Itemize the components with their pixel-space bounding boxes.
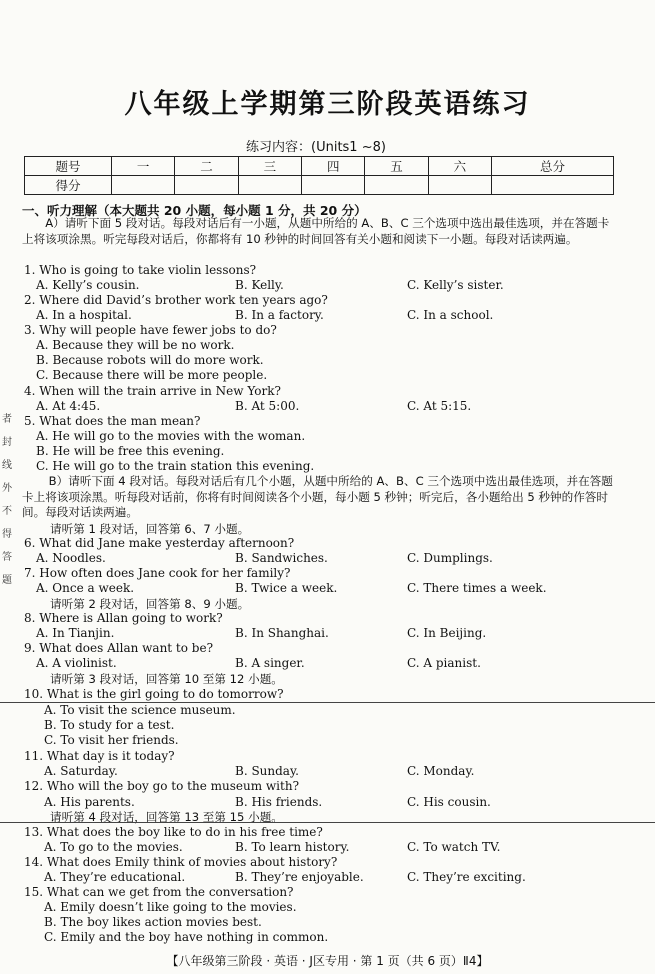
question: 7. How often does Jane cook for her family? <box>24 566 291 580</box>
binding-margin-char: 者 <box>2 414 12 425</box>
dialogue-note: 请听第 3 段对话，回答第 10 至第 12 小题。 <box>50 672 283 686</box>
score-cell: 五 <box>365 157 428 176</box>
binding-margin-char: 答 <box>2 552 12 563</box>
score-blank <box>428 176 491 195</box>
option: A. A violinist. <box>36 656 117 670</box>
option: A. Because they will be no work. <box>36 338 235 352</box>
score-cell: 二 <box>175 157 238 176</box>
option: B. Twice a week. <box>235 581 338 595</box>
question: 10. What is the girl going to do tomorrow? <box>24 687 284 701</box>
option: C. A pianist. <box>407 656 481 670</box>
score-cell: 总分 <box>492 157 614 176</box>
score-cell: 四 <box>302 157 365 176</box>
option: B. To study for a test. <box>44 718 175 732</box>
binding-margin-char: 得 <box>2 529 12 540</box>
score-blank <box>302 176 365 195</box>
option: C. Dumplings. <box>407 551 493 565</box>
option: B. In a factory. <box>235 308 324 322</box>
option: C. At 5:15. <box>407 399 472 413</box>
score-blank <box>175 176 238 195</box>
option: A. Noodles. <box>36 551 106 565</box>
question: 15. What can we get from the conversation? <box>24 885 294 899</box>
binding-margin-char: 线 <box>2 460 12 471</box>
question: 6. What did Jane make yesterday afternoon? <box>24 536 295 550</box>
option: C. His cousin. <box>407 795 491 809</box>
binding-margin-char: 题 <box>2 575 12 586</box>
option: A. His parents. <box>44 795 135 809</box>
score-blank <box>492 176 614 195</box>
score-table-score-row <box>25 176 614 195</box>
question: 9. What does Allan want to be? <box>24 641 214 655</box>
score-cell: 题号 <box>25 157 112 176</box>
option: A. They’re educational. <box>44 870 186 884</box>
question: 3. Why will people have fewer jobs to do? <box>24 323 277 337</box>
option: C. Because there will be more people. <box>36 368 268 382</box>
option: A. To visit the science museum. <box>44 703 236 717</box>
option: B. To learn history. <box>235 840 350 854</box>
binding-margin-char: 不 <box>2 506 12 517</box>
option: A. He will go to the movies with the woman. <box>36 429 306 443</box>
dialogue-note: 请听第 1 段对话，回答第 6、7 小题。 <box>50 522 250 536</box>
option: B. A singer. <box>235 656 305 670</box>
option: B. Sunday. <box>235 764 299 778</box>
option: A. Emily doesn’t like going to the movies. <box>44 900 297 914</box>
option: B. In Shanghai. <box>235 626 329 640</box>
score-cell: 六 <box>428 157 491 176</box>
option: C. He will go to the train station this evening. <box>36 459 315 473</box>
dialogue-note: 请听第 2 段对话，回答第 8、9 小题。 <box>50 597 250 611</box>
option: C. Emily and the boy have nothing in common. <box>44 930 329 944</box>
question: 5. What does the man mean? <box>24 414 201 428</box>
question: 1. Who is going to take violin lessons? <box>24 263 257 277</box>
option: A. Once a week. <box>36 581 135 595</box>
option: C. They’re exciting. <box>407 870 526 884</box>
option: A. In a hospital. <box>36 308 132 322</box>
option: C. To watch TV. <box>407 840 501 854</box>
dialogue-note: 请听第 4 段对话，回答第 13 至第 15 小题。 <box>50 810 283 824</box>
question: 8. Where is Allan going to work? <box>24 611 223 625</box>
option: A. In Tianjin. <box>36 626 115 640</box>
option: C. Monday. <box>407 764 475 778</box>
option: C. In a school. <box>407 308 494 322</box>
fold-line <box>0 822 655 823</box>
option: B. Because robots will do more work. <box>36 353 264 367</box>
score-table <box>24 156 614 195</box>
option: B. Kelly. <box>235 278 284 292</box>
option: B. Sandwiches. <box>235 551 328 565</box>
question: 11. What day is it today? <box>24 749 175 763</box>
option: B. His friends. <box>235 795 323 809</box>
score-blank <box>238 176 301 195</box>
score-cell: 得分 <box>25 176 112 195</box>
option: A. Kelly’s cousin. <box>36 278 140 292</box>
score-cell: 三 <box>238 157 301 176</box>
option: B. They’re enjoyable. <box>235 870 364 884</box>
score-cell: 一 <box>112 157 175 176</box>
option: B. He will be free this evening. <box>36 444 225 458</box>
binding-margin-char: 外 <box>2 483 12 494</box>
option: C. In Beijing. <box>407 626 487 640</box>
question: 14. What does Emily think of movies about history? <box>24 855 338 869</box>
score-blank <box>365 176 428 195</box>
binding-margin-char: 封 <box>2 437 12 448</box>
question: 12. Who will the boy go to the museum with? <box>24 779 299 793</box>
section-heading: 一、听力理解（本大题共 20 小题，每小题 1 分，共 20 分） <box>22 203 367 218</box>
option: C. There times a week. <box>407 581 547 595</box>
option: A. At 4:45. <box>36 399 101 413</box>
option: B. At 5:00. <box>235 399 300 413</box>
option: A. To go to the movies. <box>44 840 183 854</box>
exam-scope: 练习内容：(Units1 ~8) <box>246 140 386 155</box>
option: C. To visit her friends. <box>44 733 179 747</box>
question: 4. When will the train arrive in New York? <box>24 384 281 398</box>
page-footer: 【八年级第三阶段 · 英语 · J区专用 · 第 1 页（共 6 页）Ⅱ4】 <box>166 954 489 968</box>
score-table-header-row <box>25 157 614 176</box>
question: 2. Where did David’s brother work ten years ago? <box>24 293 328 307</box>
exam-title: 八年级上学期第三阶段英语练习 <box>124 89 531 120</box>
score-blank <box>112 176 175 195</box>
part-b-instructions: B）请听下面 4 段对话。每段对话后有几个小题，从题中所给的 A、B、C 三个选项中选出最佳选项，并在答题卡上将该项涂黑。听每段对话前，你将有时间阅读各个小题，每小题 5 秒钟；听完后，各小题给出 5 秒钟的作答时间。每段对话读两遍。 <box>22 474 613 519</box>
option: C. Kelly’s sister. <box>407 278 504 292</box>
question: 13. What does the boy like to do in his free time? <box>24 825 323 839</box>
part-a-instructions: A）请听下面 5 段对话。每段对话后有一小题，从题中所给的 A、B、C 三个选项中选出最佳选项，并在答题卡上将该项涂黑。听完每段对话后，你都将有 10 秒钟的时间回答有关小题和阅读下一小题。每段对话读两遍。 <box>22 216 610 246</box>
option: B. The boy likes action movies best. <box>44 915 262 929</box>
option: A. Saturday. <box>44 764 118 778</box>
